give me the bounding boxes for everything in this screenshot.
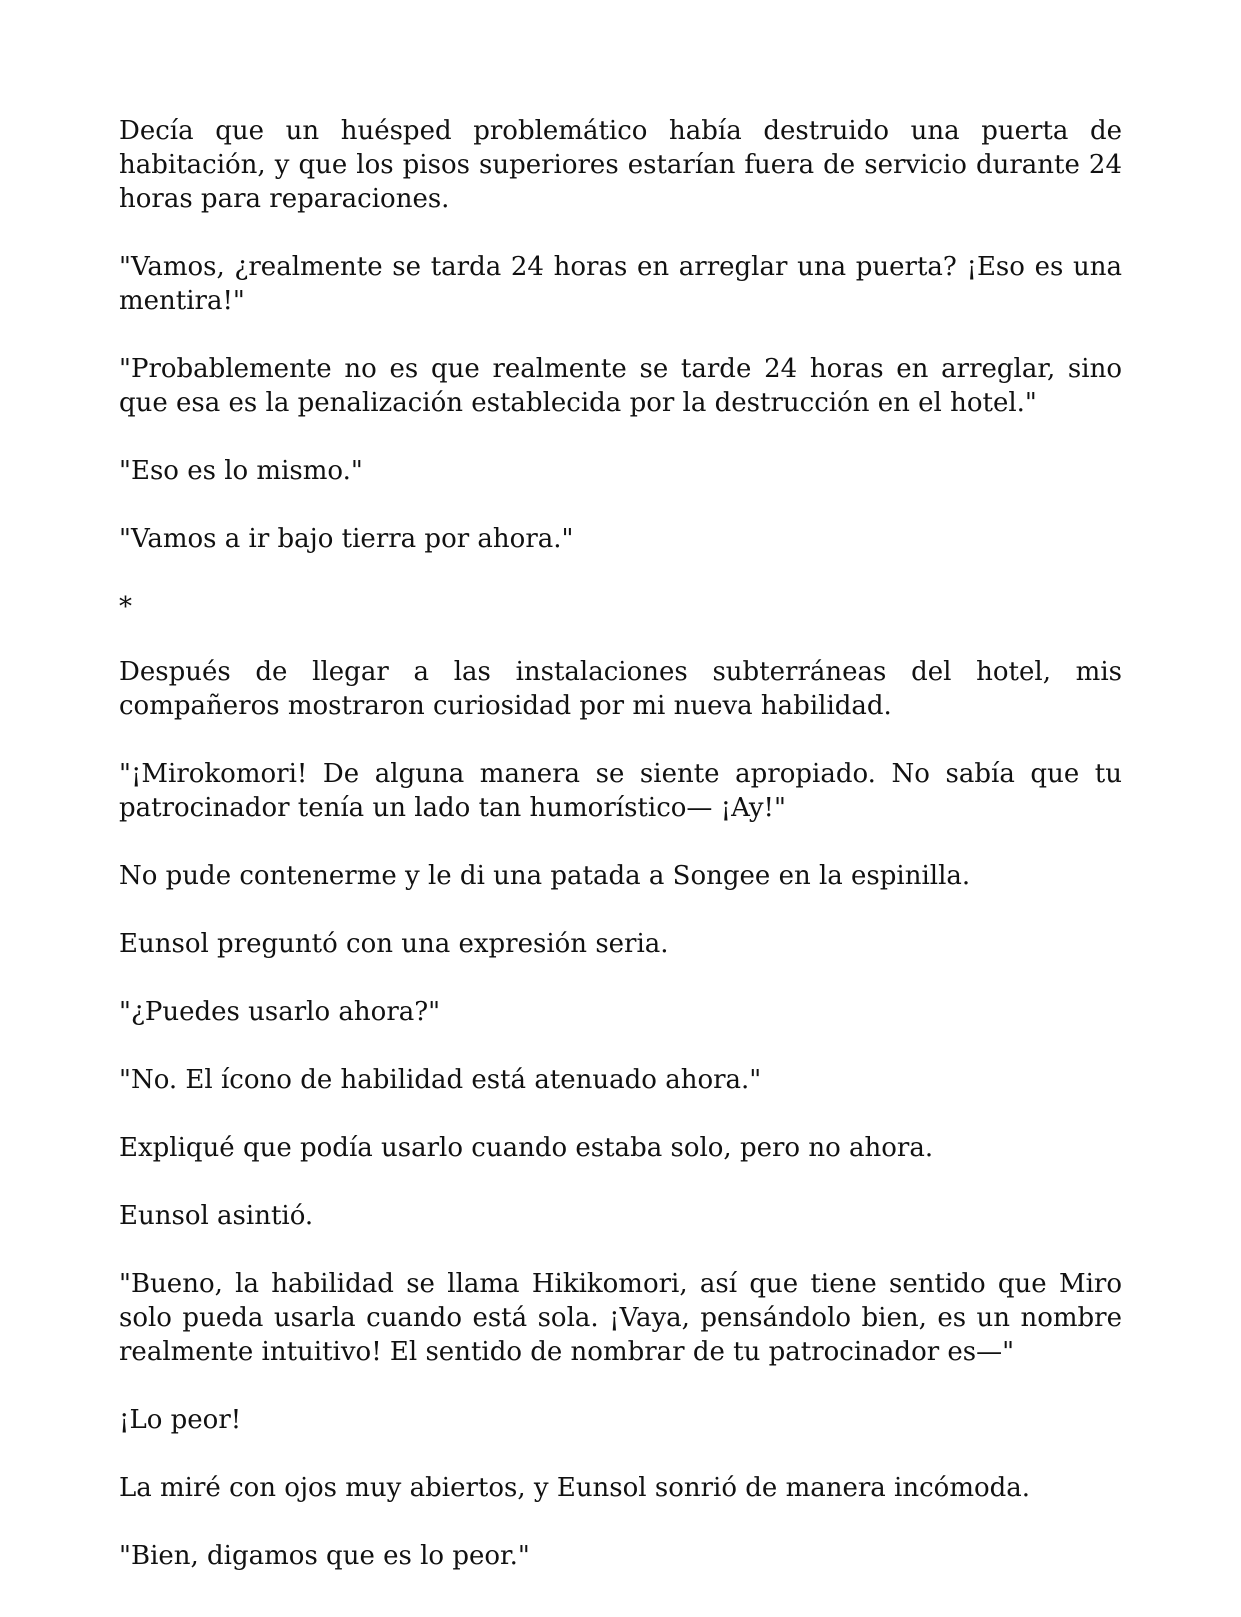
paragraph-18: "Bien, digamos que es lo peor." (119, 1541, 530, 1571)
paragraph-12: "No. El ícono de habilidad está atenuado ahora." (119, 1065, 762, 1095)
paragraph-14: Eunsol asintió. (119, 1201, 314, 1231)
paragraph-4: "Eso es lo mismo." (119, 456, 363, 486)
paragraph-16: ¡Lo peor! (119, 1405, 242, 1435)
paragraph-1: Decía que un huésped problemático había destruido una puerta de habitación, y que los pisos superiores estarían fuera de servicio durante 24 horas para reparaciones. (119, 116, 1122, 214)
paragraph-8: "¡Mirokomori! De alguna manera se siente apropiado. No sabía que tu patrocinador tenía un lado tan humorístico— ¡Ay!" (119, 759, 1122, 823)
paragraph-15: "Bueno, la habilidad se llama Hikikomori, así que tiene sentido que Miro solo pueda usarla cuando está sola. ¡Vaya, pensándolo bien, es un nombre realmente intuitivo! El sentido de nombrar de tu patrocinador es—" (119, 1269, 1122, 1367)
paragraph-17: La miré con ojos muy abiertos, y Eunsol sonrió de manera incómoda. (119, 1473, 1031, 1503)
paragraph-5: "Vamos a ir bajo tierra por ahora." (119, 524, 574, 554)
document-page (119, 114, 1122, 1607)
paragraph-2: "Vamos, ¿realmente se tarda 24 horas en arreglar una puerta? ¡Eso es una mentira!" (119, 252, 1122, 316)
paragraph-11: "¿Puedes usarlo ahora?" (119, 997, 441, 1027)
paragraph-3: "Probablemente no es que realmente se tarde 24 horas en arreglar, sino que esa es la penalización establecida por la destrucción en el hotel." (119, 354, 1122, 418)
paragraph-13: Expliqué que podía usarlo cuando estaba solo, pero no ahora. (119, 1133, 934, 1163)
paragraph-9: No pude contenerme y le di una patada a Songee en la espinilla. (119, 861, 971, 891)
paragraph-10: Eunsol preguntó con una expresión seria. (119, 929, 669, 959)
paragraph-7: Después de llegar a las instalaciones subterráneas del hotel, mis compañeros mostraron curiosidad por mi nueva habilidad. (119, 657, 1122, 721)
scene-separator: * (119, 592, 132, 622)
